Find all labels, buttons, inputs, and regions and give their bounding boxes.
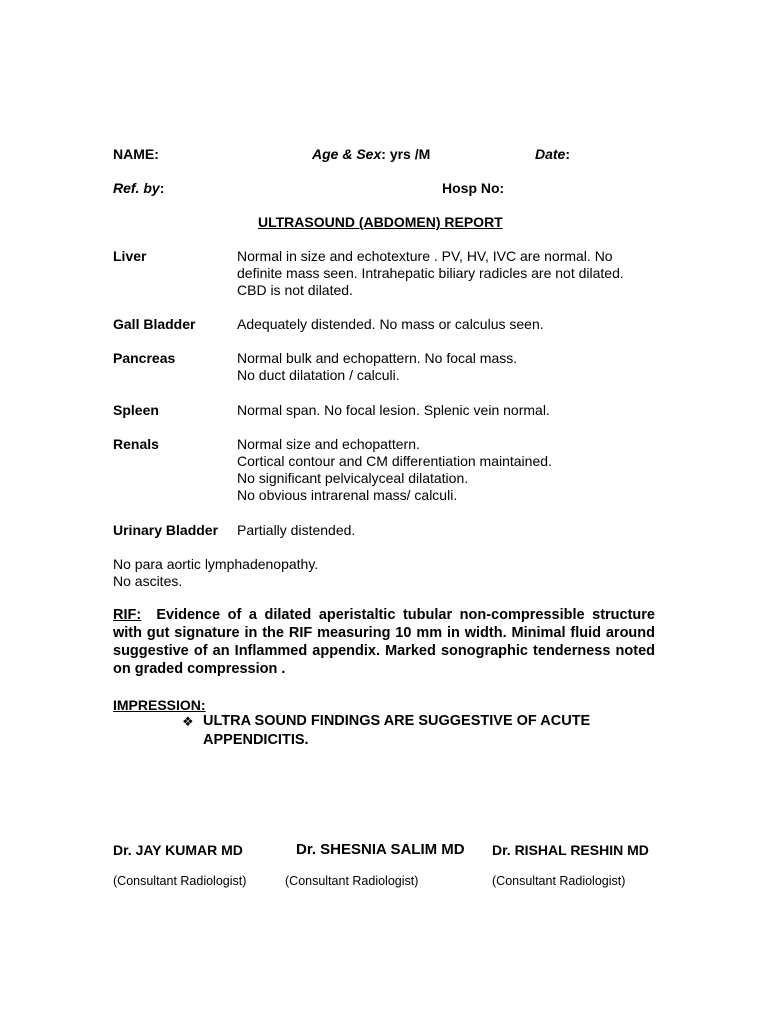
- general-note: No ascites.: [113, 573, 183, 589]
- rif-text: Evidence of a dilated aperistaltic tubular non-compressible structure with gut signature in the RIF measuring 10 mm in width. Minimal fluid around suggestive of an Inflammed appendix. Marked sonographic tenderness noted on graded compression .: [113, 607, 655, 677]
- finding-line: Normal bulk and echopattern. No focal mass.: [237, 350, 518, 366]
- organ-findings: [237, 522, 355, 539]
- impression-line: APPENDICITIS.: [203, 732, 309, 748]
- organ-label: Urinary Bladder: [113, 522, 219, 538]
- signatory-name: Dr. RISHAL RESHIN MD: [492, 842, 649, 858]
- organ-label: Spleen: [113, 402, 159, 418]
- organ-label: Liver: [113, 248, 147, 264]
- age-sex-label: Age & Sex: [312, 146, 382, 162]
- age-sex-field: [312, 146, 430, 163]
- hosp-no-label: Hosp No:: [442, 180, 505, 196]
- age-sex-colon: :: [381, 146, 386, 162]
- impression-label: IMPRESSION:: [113, 697, 206, 713]
- finding-line: Normal size and echopattern.: [237, 436, 420, 452]
- impression-item: [182, 712, 642, 750]
- date-field: [535, 146, 570, 163]
- date-label: Date: [535, 146, 566, 162]
- signatory-name: Dr. SHESNIA SALIM MD: [296, 841, 465, 858]
- finding-line: Adequately distended. No mass or calculus seen.: [237, 316, 544, 332]
- ref-by-label: Ref. by: [113, 180, 160, 196]
- date-colon: :: [565, 146, 571, 162]
- organ-label: Renals: [113, 436, 159, 452]
- signatory-name: Dr. JAY KUMAR MD: [113, 842, 243, 858]
- organ-findings: [237, 402, 550, 419]
- organ-findings: [237, 248, 624, 299]
- report-title: ULTRASOUND (ABDOMEN) REPORT: [258, 214, 503, 230]
- ref-by-colon: :: [159, 180, 165, 196]
- finding-line: Normal in size and echotexture . PV, HV, IVC are normal. No: [237, 248, 613, 264]
- general-note: No para aortic lymphadenopathy.: [113, 556, 319, 572]
- organ-findings: [237, 350, 517, 384]
- impression-line: ULTRA SOUND FINDINGS ARE SUGGESTIVE OF ACUTE: [203, 713, 591, 729]
- organ-findings: [237, 316, 544, 333]
- finding-line: CBD is not dilated.: [237, 282, 353, 298]
- rif-label: RIF:: [113, 607, 142, 623]
- organ-label: Pancreas: [113, 350, 176, 366]
- signatory-title: (Consultant Radiologist): [285, 874, 419, 888]
- finding-line: No significant pelvicalyceal dilatation.: [237, 470, 469, 486]
- diamond-bullet-icon: ❖: [182, 714, 194, 729]
- finding-line: No obvious intrarenal mass/ calculi.: [237, 487, 458, 503]
- organ-label: Gall Bladder: [113, 316, 196, 332]
- organ-findings: [237, 436, 552, 504]
- finding-line: Partially distended.: [237, 522, 356, 538]
- finding-line: definite mass seen. Intrahepatic biliary radicles are not dilated.: [237, 265, 624, 281]
- signatory-title: (Consultant Radiologist): [492, 874, 626, 888]
- signatory-title: (Consultant Radiologist): [113, 874, 247, 888]
- rif-section: [113, 606, 655, 678]
- name-label: NAME:: [113, 146, 159, 162]
- finding-line: No duct dilatation / calculi.: [237, 367, 400, 383]
- ref-by-field: [113, 180, 164, 197]
- age-sex-value: yrs /M: [389, 146, 431, 162]
- finding-line: Normal span. No focal lesion. Splenic vein normal.: [237, 402, 550, 418]
- finding-line: Cortical contour and CM differentiation maintained.: [237, 453, 552, 469]
